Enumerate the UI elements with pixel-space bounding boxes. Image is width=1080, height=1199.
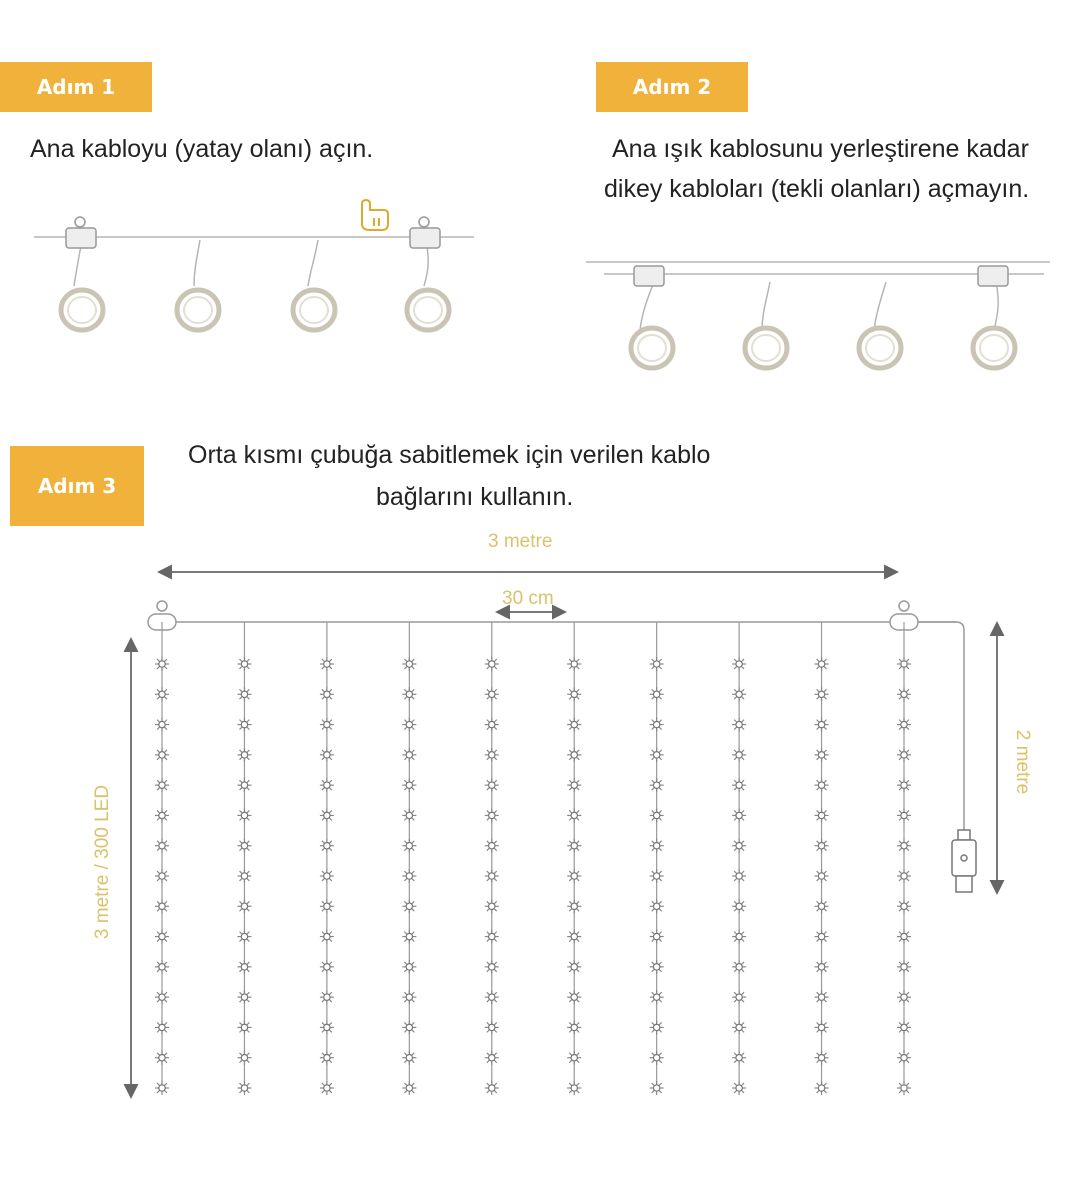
led-icon <box>402 778 416 792</box>
led-icon <box>732 687 746 701</box>
led-icon <box>155 687 169 701</box>
led-icon <box>567 1051 581 1065</box>
led-icon <box>815 960 829 974</box>
led-icon <box>155 1020 169 1034</box>
led-icon <box>402 960 416 974</box>
led-icon <box>320 1081 334 1095</box>
led-icon <box>650 990 664 1004</box>
led-icon <box>155 748 169 762</box>
led-icon <box>897 869 911 883</box>
led-icon <box>897 1051 911 1065</box>
led-icon <box>732 748 746 762</box>
led-icon <box>732 899 746 913</box>
led-icon <box>567 718 581 732</box>
led-icon <box>650 657 664 671</box>
led-icon <box>815 718 829 732</box>
led-icon <box>485 1081 499 1095</box>
led-icon <box>402 1020 416 1034</box>
led-icon <box>155 990 169 1004</box>
led-icon <box>320 869 334 883</box>
led-icon <box>815 657 829 671</box>
led-icon <box>320 687 334 701</box>
led-icon <box>485 930 499 944</box>
led-icon <box>320 748 334 762</box>
led-icon <box>897 990 911 1004</box>
led-icon <box>897 778 911 792</box>
led-icon <box>237 1051 251 1065</box>
led-icon <box>567 808 581 822</box>
led-icon <box>237 718 251 732</box>
height-label: 3 metre / 300 LED <box>92 784 113 940</box>
step-1-badge: Adım 1 <box>0 62 152 112</box>
step-3-text-line2: bağlarını kullanın. <box>376 483 574 511</box>
led-icon <box>155 1051 169 1065</box>
led-icon <box>485 748 499 762</box>
led-icon <box>237 899 251 913</box>
step-2-text-line1: Ana ışık kablosunu yerleştirene kadar <box>612 135 1029 163</box>
led-icon <box>567 839 581 853</box>
led-icon <box>485 990 499 1004</box>
led-icon <box>650 930 664 944</box>
usb-plug-icon <box>952 830 976 892</box>
led-icon <box>815 748 829 762</box>
led-icon <box>567 1020 581 1034</box>
led-icon <box>320 960 334 974</box>
led-icon <box>155 960 169 974</box>
led-icon <box>155 1081 169 1095</box>
led-icon <box>155 899 169 913</box>
led-icon <box>897 960 911 974</box>
led-icon <box>815 839 829 853</box>
led-icon <box>485 778 499 792</box>
led-icon <box>732 657 746 671</box>
led-icon <box>320 930 334 944</box>
led-icon <box>650 748 664 762</box>
led-icon <box>402 869 416 883</box>
led-icon <box>897 718 911 732</box>
led-icon <box>732 1051 746 1065</box>
led-strand <box>320 622 334 1095</box>
led-icon <box>155 839 169 853</box>
led-icon <box>155 869 169 883</box>
led-icon <box>815 899 829 913</box>
led-icon <box>237 1020 251 1034</box>
led-icon <box>897 657 911 671</box>
led-icon <box>815 869 829 883</box>
led-icon <box>237 748 251 762</box>
led-icon <box>650 899 664 913</box>
led-icon <box>650 960 664 974</box>
led-icon <box>815 930 829 944</box>
led-icon <box>402 899 416 913</box>
led-icon <box>402 990 416 1004</box>
led-icon <box>815 778 829 792</box>
led-icon <box>320 1051 334 1065</box>
led-icon <box>897 808 911 822</box>
led-icon <box>237 1081 251 1095</box>
led-icon <box>897 1020 911 1034</box>
led-icon <box>485 687 499 701</box>
width-label: 3 metre <box>488 531 553 552</box>
led-icon <box>237 808 251 822</box>
led-icon <box>567 990 581 1004</box>
led-icon <box>485 808 499 822</box>
led-icon <box>237 839 251 853</box>
led-icon <box>320 990 334 1004</box>
led-icon <box>402 1051 416 1065</box>
led-icon <box>485 899 499 913</box>
led-icon <box>815 1020 829 1034</box>
led-icon <box>732 1081 746 1095</box>
led-icon <box>155 657 169 671</box>
led-icon <box>650 808 664 822</box>
led-icon <box>402 839 416 853</box>
led-icon <box>237 687 251 701</box>
led-strand <box>650 622 664 1095</box>
led-icon <box>237 657 251 671</box>
led-icon <box>732 990 746 1004</box>
led-icon <box>567 930 581 944</box>
led-icon <box>732 930 746 944</box>
led-icon <box>237 990 251 1004</box>
led-icon <box>650 1081 664 1095</box>
led-icon <box>485 869 499 883</box>
led-icon <box>897 687 911 701</box>
led-strand <box>237 622 251 1095</box>
led-icon <box>485 1051 499 1065</box>
led-icon <box>650 687 664 701</box>
spacing-label: 30 cm <box>502 588 554 609</box>
led-icon <box>237 778 251 792</box>
led-icon <box>897 839 911 853</box>
led-strand <box>402 622 416 1095</box>
led-icon <box>815 990 829 1004</box>
led-icon <box>402 748 416 762</box>
led-icon <box>402 930 416 944</box>
led-icon <box>567 748 581 762</box>
led-icon <box>567 687 581 701</box>
led-icon <box>402 1081 416 1095</box>
led-icon <box>485 657 499 671</box>
led-icon <box>815 808 829 822</box>
led-icon <box>485 960 499 974</box>
cable-length-label: 2 metre <box>1012 729 1033 795</box>
led-strand <box>485 622 499 1095</box>
led-icon <box>485 718 499 732</box>
led-strand <box>155 622 169 1095</box>
led-icon <box>732 869 746 883</box>
step-2-badge: Adım 2 <box>596 62 748 112</box>
led-icon <box>732 718 746 732</box>
led-icon <box>815 1081 829 1095</box>
led-icon <box>237 930 251 944</box>
led-icon <box>155 718 169 732</box>
led-icon <box>155 778 169 792</box>
led-icon <box>567 899 581 913</box>
led-icon <box>402 718 416 732</box>
led-icon <box>485 839 499 853</box>
led-icon <box>732 960 746 974</box>
led-icon <box>650 1020 664 1034</box>
led-icon <box>320 778 334 792</box>
led-icon <box>402 657 416 671</box>
led-icon <box>650 839 664 853</box>
led-icon <box>237 869 251 883</box>
led-icon <box>567 657 581 671</box>
led-icon <box>732 778 746 792</box>
led-icon <box>567 869 581 883</box>
led-icon <box>815 687 829 701</box>
led-icon <box>732 1020 746 1034</box>
step-2-text-line2: dikey kabloları (tekli olanları) açmayın. <box>604 175 1030 203</box>
led-icon <box>402 687 416 701</box>
led-icon <box>650 778 664 792</box>
led-strand <box>567 622 581 1095</box>
step-3-badge: Adım 3 <box>10 446 144 526</box>
led-icon <box>237 960 251 974</box>
step-3-text-line1: Orta kısmı çubuğa sabitlemek için verilen kablo <box>188 441 711 469</box>
led-icon <box>897 930 911 944</box>
led-icon <box>732 808 746 822</box>
led-icon <box>897 748 911 762</box>
led-icon <box>815 1051 829 1065</box>
led-icon <box>402 808 416 822</box>
led-icon <box>320 657 334 671</box>
led-icon <box>567 778 581 792</box>
led-icon <box>732 839 746 853</box>
led-strand <box>897 622 911 1095</box>
led-icon <box>320 1020 334 1034</box>
led-icon <box>897 899 911 913</box>
led-icon <box>155 808 169 822</box>
led-icon <box>567 960 581 974</box>
led-icon <box>320 718 334 732</box>
led-icon <box>650 869 664 883</box>
led-icon <box>320 808 334 822</box>
step-1-text: Ana kabloyu (yatay olanı) açın. <box>30 135 374 163</box>
led-icon <box>155 930 169 944</box>
led-icon <box>485 1020 499 1034</box>
led-icon <box>897 1081 911 1095</box>
led-icon <box>650 1051 664 1065</box>
led-strand <box>732 622 746 1095</box>
led-icon <box>650 718 664 732</box>
led-icon <box>320 899 334 913</box>
led-icon <box>567 1081 581 1095</box>
led-strand <box>815 622 829 1095</box>
led-icon <box>320 839 334 853</box>
